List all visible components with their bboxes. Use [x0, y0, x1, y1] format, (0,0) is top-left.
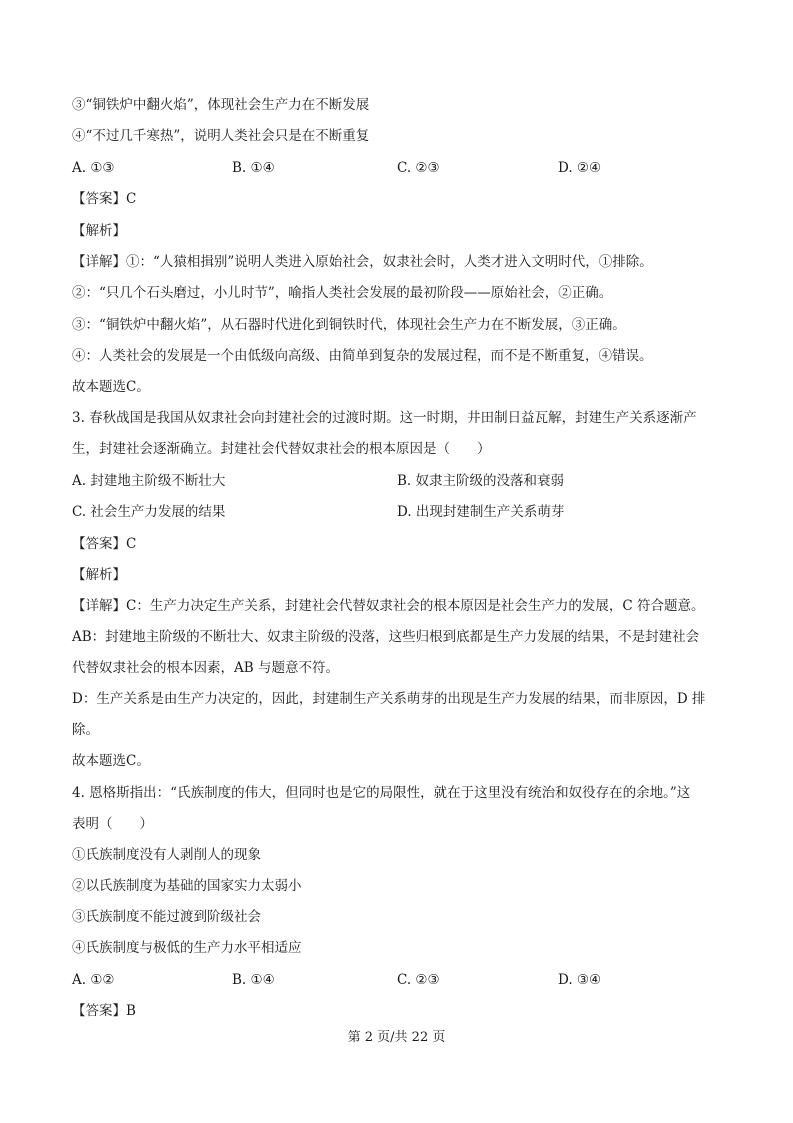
q4-option-b: B. ①④ — [232, 972, 275, 988]
q2-option-a: A. ①③ — [72, 160, 115, 176]
q3-detail-line: AB：封建地主阶级的不断壮大、奴隶主阶级的没落，这些归根到底都是生产力发展的结果，不是封建社会 — [72, 629, 700, 645]
q2-detail-line: ④：人类社会的发展是一个由低级向高级、由简单到复杂的发展过程，而不是不断重复，④错误。 — [72, 348, 653, 364]
q4-statement-2: ②以氏族制度为基础的国家实力太弱小 — [72, 878, 302, 894]
q4-statement-4: ④氏族制度与极低的生产力水平相适应 — [72, 940, 302, 956]
q2-detail-line: ③：“铜铁炉中翻火焰”，从石器时代进化到铜铁时代，体现社会生产力在不断发展，③正确。 — [72, 317, 626, 333]
q2-statement-4: ④“不过几千寒热”，说明人类社会只是在不断重复 — [72, 128, 370, 144]
q2-detail-line: ②：“只几个石头磨过，小儿时节”，喻指人类社会发展的最初阶段——原始社会，②正确。 — [72, 285, 613, 301]
q2-detail-line: 【详解】①：“人猿相揖别”说明人类进入原始社会，奴隶社会时，人类才进入文明时代，①排除。 — [72, 254, 653, 270]
q4-option-a: A. ①② — [72, 972, 115, 988]
page-footer: 第 2 页/共 22 页 — [347, 1030, 446, 1045]
q3-option-a: A. 封建地主阶级不断壮大 — [72, 473, 226, 489]
q4-statement-1: ①氏族制度没有人剥削人的现象 — [72, 847, 261, 863]
q3-option-b: B. 奴隶主阶级的没落和衰弱 — [397, 473, 565, 489]
q4-stem-line: 4. 恩格斯指出：“氏族制度的伟大，但同时也是它的局限性，就在于这里没有统治和奴役存在的余地。”这 — [72, 785, 691, 801]
q2-answer: 【答案】C — [72, 191, 137, 207]
q3-option-c: C. 社会生产力发展的结果 — [72, 504, 226, 520]
q3-stem-line: 生，封建社会逐渐确立。封建社会代替奴隶社会的根本原因是（ ） — [72, 441, 491, 457]
q2-option-b: B. ①④ — [232, 160, 275, 176]
q3-detail-line: D：生产关系是由生产力决定的，因此，封建制生产关系萌芽的出现是生产力发展的结果，而非原因，D 排 — [72, 691, 706, 707]
q3-stem-line: 3. 春秋战国是我国从奴隶社会向封建社会的过渡时期。这一时期，井田制日益瓦解，封建生产关系逐渐产 — [72, 410, 697, 426]
q3-conclusion: 故本题选C。 — [72, 753, 150, 769]
q3-detail-line: 【详解】C：生产力决定生产关系，封建社会代替奴隶社会的根本原因是社会生产力的发展，C 符合题意。 — [72, 598, 705, 614]
q3-detail-line: 代替奴隶社会的根本因素，AB 与题意不符。 — [72, 660, 339, 676]
q3-analysis-heading: 【解析】 — [72, 567, 126, 583]
q3-answer: 【答案】C — [72, 536, 137, 552]
q3-detail-line: 除。 — [72, 722, 99, 738]
q2-option-d: D. ②④ — [558, 160, 602, 176]
q2-statement-3: ③“铜铁炉中翻火焰”，体现社会生产力在不断发展 — [72, 97, 370, 113]
q4-stem-line: 表明（ ） — [72, 816, 153, 832]
q2-analysis-heading: 【解析】 — [72, 223, 126, 239]
q3-option-d: D. 出现封建制生产关系萌芽 — [397, 504, 565, 520]
q4-answer: 【答案】B — [72, 1003, 136, 1019]
q4-option-c: C. ②③ — [397, 972, 440, 988]
q2-option-c: C. ②③ — [397, 160, 440, 176]
q2-conclusion: 故本题选C。 — [72, 379, 150, 395]
q4-statement-3: ③氏族制度不能过渡到阶级社会 — [72, 909, 261, 925]
q4-option-d: D. ③④ — [558, 972, 602, 988]
